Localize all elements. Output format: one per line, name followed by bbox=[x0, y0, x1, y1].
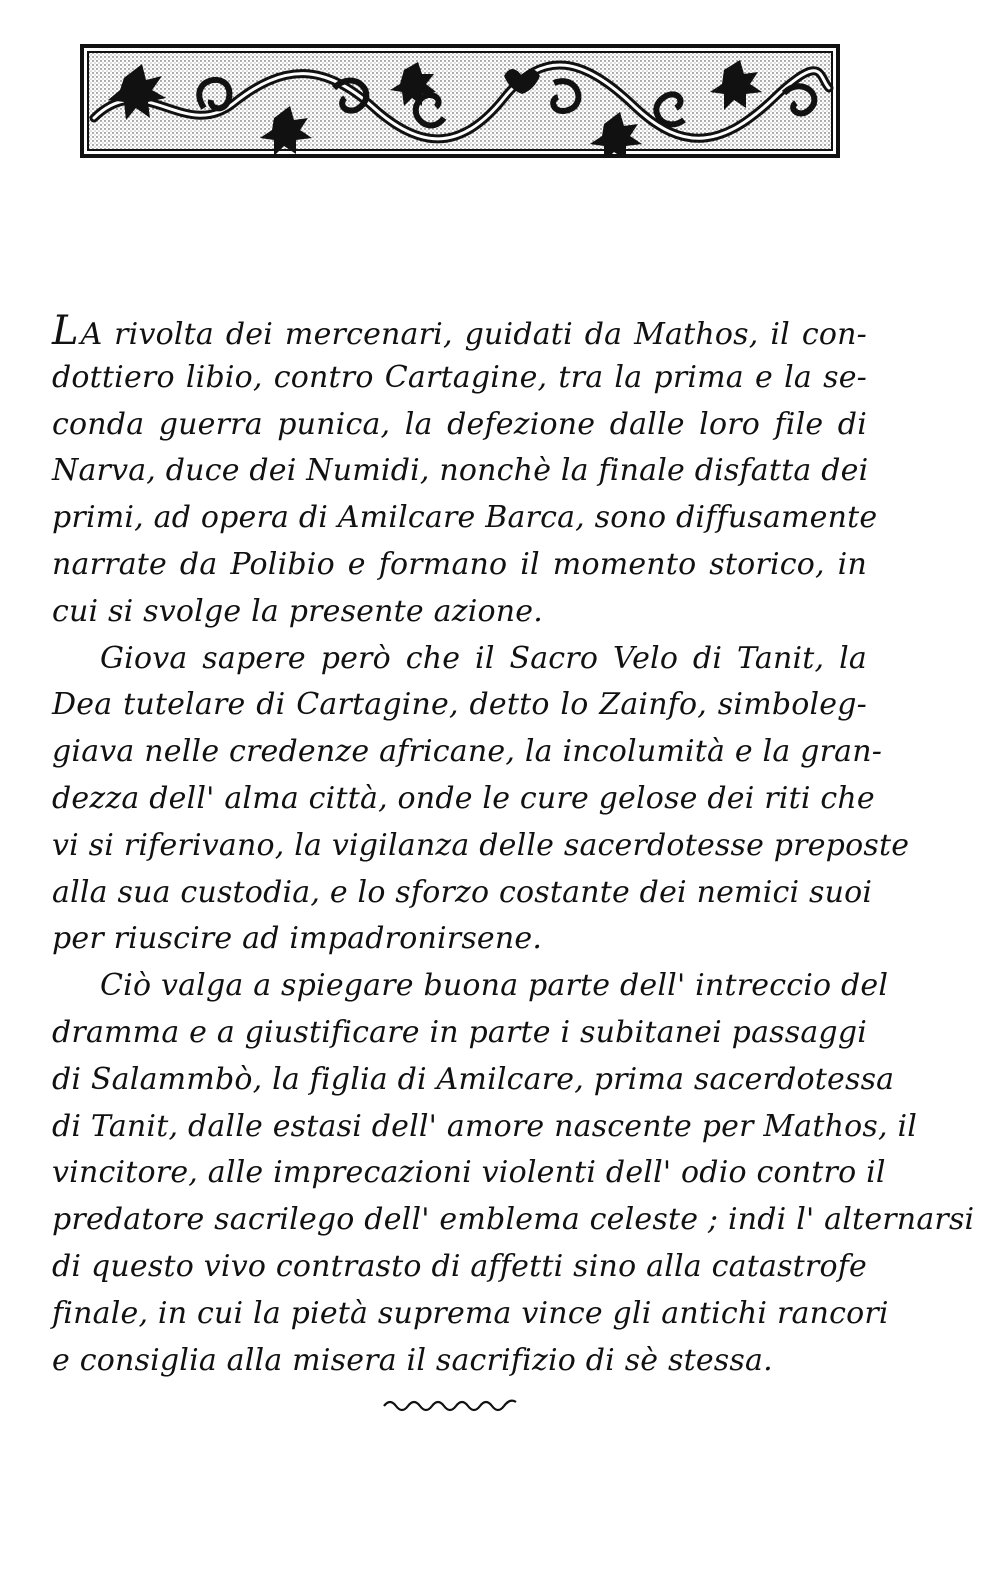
text-line: finale, in cui la pietà suprema vince gli antichi rancori bbox=[52, 1295, 889, 1331]
body-text bbox=[52, 308, 975, 1384]
text-line: Narva, duce dei Numidi, nonchè la finale disfatta dei bbox=[52, 453, 869, 489]
drop-cap: LA bbox=[52, 308, 103, 354]
text-line: giava nelle credenze africane, la incolumità e la gran- bbox=[52, 734, 883, 770]
text-line: dezza dell' alma città, onde le cure gelose dei riti che bbox=[52, 780, 875, 816]
text-line: vi si riferivano, la vigilanza delle sacerdotesse preposte bbox=[52, 827, 910, 863]
line-rest: rivolta dei mercenari, guidati da Mathos, il con- bbox=[102, 317, 867, 352]
text-line: dottiero libio, contro Cartagine, tra la prima e la se- bbox=[52, 359, 867, 395]
text-line: Dea tutelare di Cartagine, detto lo Zainfo, simboleg- bbox=[52, 687, 867, 723]
paragraph-1 bbox=[52, 308, 878, 636]
paragraph-2 bbox=[52, 636, 910, 964]
text-line: e consiglia alla misera il sacrifizio di sè stessa. bbox=[52, 1342, 773, 1378]
tailpiece-ornament bbox=[380, 1390, 520, 1414]
headpiece-ornament bbox=[80, 44, 840, 158]
text-line: per riuscire ad impadronirsene. bbox=[52, 921, 543, 957]
text-line: conda guerra punica, la defezione dalle loro file di bbox=[52, 406, 867, 442]
text-line: Ciò valga a spiegare buona parte dell' intreccio del bbox=[100, 968, 889, 1004]
wavy-line-ornament-icon bbox=[380, 1390, 520, 1414]
paragraph-3 bbox=[52, 963, 975, 1384]
text-line: alla sua custodia, e lo sforzo costante dei nemici suoi bbox=[52, 874, 873, 910]
text-line: cui si svolge la presente azione. bbox=[52, 593, 543, 629]
foliate-vine-border-icon bbox=[84, 48, 836, 154]
text-line: di Salammbò, la figlia di Amilcare, prima sacerdotessa bbox=[52, 1061, 895, 1097]
text-line: Giova sapere però che il Sacro Velo di Tanit, la bbox=[100, 640, 867, 676]
text-line: vincitore, alle imprecazioni violenti dell' odio contro il bbox=[52, 1155, 886, 1191]
text-line: predatore sacrilego dell' emblema celeste ; indi l' alternarsi bbox=[52, 1202, 975, 1238]
text-line: narrate da Polibio e formano il momento storico, in bbox=[52, 546, 867, 582]
text-line: di Tanit, dalle estasi dell' amore nascente per Mathos, il bbox=[52, 1108, 918, 1144]
text-line bbox=[52, 308, 867, 355]
text-line: dramma e a giustificare in parte i subitanei passaggi bbox=[52, 1014, 868, 1050]
text-line: primi, ad opera di Amilcare Barca, sono diffusamente bbox=[52, 500, 878, 536]
text-line: di questo vivo contrasto di affetti sino alla catastrofe bbox=[52, 1248, 867, 1284]
